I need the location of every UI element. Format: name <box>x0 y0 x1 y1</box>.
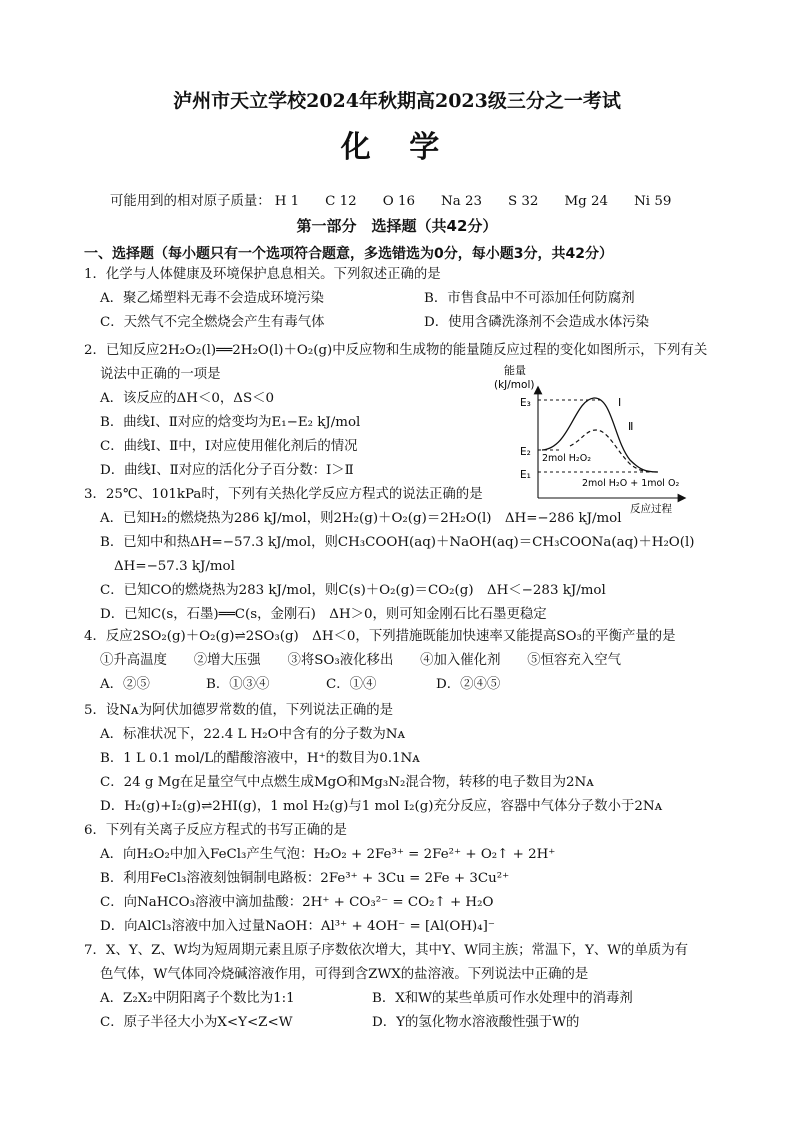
subject-title: 化 学 <box>340 130 454 165</box>
diagram-curve-1-label: Ⅰ <box>618 396 622 409</box>
q1-stem: 1．化学与人体健康及环境保护息息相关。下列叙述正确的是 <box>84 267 441 282</box>
atomic-mass-s: S 32 <box>507 194 539 209</box>
exam-title: 泸州市天立学校2024年秋期高2023级三分之一考试 <box>173 90 621 112</box>
q4-option-a: A．②⑤ <box>100 677 150 692</box>
q3-stem: 3．25℃、101kPa时，下列有关热化学反应方程式的说法正确的是 <box>84 487 483 502</box>
q2-stem-line1: 2．已知反应2H₂O₂(l)══2H₂O(l)＋O₂(g)中反应物和生成物的能量随反应过程的变化如图所示，下列有关 <box>84 343 708 358</box>
q2-option-d: D．曲线Ⅰ、Ⅱ对应的活化分子百分数：Ⅰ＞Ⅱ <box>100 463 354 478</box>
q7-option-c: C．原子半径大小为X<Y<Z<W <box>100 1015 293 1030</box>
diagram-ylabel-energy: 能量 <box>504 364 526 377</box>
q6-option-c: C．向NaHCO₃溶液中滴加盐酸：2H⁺ + CO₃²⁻ = CO₂↑ + H₂O <box>100 895 494 910</box>
q7-stem-line1: 7．X、Y、Z、W均为短周期元素且原子序数依次增大，其中Y、W同主族；常温下，Y、W的单质为有 <box>84 943 689 958</box>
atomic-mass-h: H 1 <box>274 194 300 209</box>
q6-option-d: D．向AlCl₃溶液中加入过量NaOH：Al³⁺ + 4OH⁻ = [Al(OH)₄]⁻ <box>100 919 495 934</box>
energy-diagram <box>490 360 690 518</box>
q1-option-d: D．使用含磷洗涤剂不会造成水体污染 <box>424 315 649 330</box>
part-title: 第一部分 选择题（共42分） <box>296 217 498 235</box>
q5-option-c: C．24 g Mg在足量空气中点燃生成MgO和Mg₃N₂混合物，转移的电子数目为2Nᴀ <box>100 775 594 790</box>
diagram-e1-label: E₁ <box>520 469 531 481</box>
diagram-e2-label: E₂ <box>520 446 531 458</box>
diagram-e3-label: E₃ <box>520 397 531 409</box>
q7-stem-line2: 色气体，W气体同冷烧碱溶液作用，可得到含ZWX的盐溶液。下列说法中正确的是 <box>100 967 589 982</box>
diagram-xlabel: 反应过程 <box>630 503 672 515</box>
q3-option-d: D．已知C(s，石墨)══C(s，金刚石) ΔH＞0，则可知金刚石比石墨更稳定 <box>100 607 547 622</box>
q7-option-b: B．X和W的某些单质可作水处理中的消毒剂 <box>372 991 633 1006</box>
q4-option-d: D．②④⑤ <box>436 677 501 692</box>
q2-option-a: A．该反应的ΔH＜0，ΔS＜0 <box>100 391 275 406</box>
q3-option-b-line1: B．已知中和热ΔH=−57.3 kJ/mol，则CH₃COOH(aq)＋NaOH(aq)＝CH₃COONa(aq)＋H₂O(l) <box>100 535 695 550</box>
q6-option-b: B．利用FeCl₃溶液刻蚀铜制电路板：2Fe³⁺ + 3Cu = 2Fe + 3Cu²⁺ <box>100 871 510 886</box>
diagram-curve-2 <box>570 430 658 472</box>
q4-stem: 4．反应2SO₂(g)＋O₂(g)⇌2SO₃(g) ΔH＜0，下列措施既能加快速率又能提高SO₃的平衡产量的是 <box>84 629 676 644</box>
q5-option-a: A．标准状况下，22.4 L H₂O中含有的分子数为Nᴀ <box>100 727 406 742</box>
q6-option-a: A．向H₂O₂中加入FeCl₃产生气泡：H₂O₂ + 2Fe³⁺ = 2Fe²⁺ + O₂↑ + 2H⁺ <box>100 847 556 862</box>
q1-option-c: C．天然气不完全燃烧会产生有毒气体 <box>100 315 325 330</box>
q2-option-c: C．曲线Ⅰ、Ⅱ中，Ⅰ对应使用催化剂后的情况 <box>100 439 358 454</box>
q1-option-b: B．市售食品中不可添加任何防腐剂 <box>424 291 635 306</box>
diagram-product-label: 2mol H₂O + 1mol O₂ <box>582 478 680 489</box>
q4-measures: ①升高温度 ②增大压强 ③将SO₃液化移出 ④加入催化剂 ⑤恒容充入空气 <box>100 653 621 668</box>
atomic-mass-na: Na 23 <box>440 194 482 209</box>
q5-option-b: B．1 L 0.1 mol/L的醋酸溶液中，H⁺的数目为0.1Nᴀ <box>100 751 420 766</box>
q7-option-d: D．Y的氢化物水溶液酸性强于W的 <box>372 1015 580 1030</box>
q3-option-b-line2: ΔH=−57.3 kJ/mol <box>114 559 235 574</box>
q6-stem: 6．下列有关离子反应方程式的书写正确的是 <box>84 823 347 838</box>
q3-option-a: A．已知H₂的燃烧热为286 kJ/mol，则2H₂(g)＋O₂(g)＝2H₂O(l) ΔH=−286 kJ/mol <box>100 511 622 526</box>
q4-option-c: C．①④ <box>326 677 377 692</box>
q2-option-b: B．曲线Ⅰ、Ⅱ对应的焓变均为E₁−E₂ kJ/mol <box>100 415 361 430</box>
diagram-curve-2-label: Ⅱ <box>628 420 634 433</box>
atomic-mass-mg: Mg 24 <box>564 194 609 209</box>
q3-option-c: C．已知CO的燃烧热为283 kJ/mol，则C(s)＋O₂(g)＝CO₂(g) ΔH＜−283 kJ/mol <box>100 583 606 598</box>
atomic-mass-c: C 12 <box>325 194 357 209</box>
diagram-ylabel-unit: (kJ/mol) <box>494 379 535 391</box>
q5-stem: 5．设Nᴀ为阿伏加德罗常数的值，下列说法正确的是 <box>84 703 394 718</box>
atomic-masses-label: 可能用到的相对原子质量： <box>110 194 271 209</box>
q4-option-b: B．①③④ <box>206 677 270 692</box>
q7-option-a: A．Z₂X₂中阴阳离子个数比为1:1 <box>100 991 295 1006</box>
atomic-masses <box>110 190 697 209</box>
q5-option-d: D．H₂(g)+I₂(g)⇌2HI(g)，1 mol H₂(g)与1 mol I₂(g)充分反应，容器中气体分子数小于2Nᴀ <box>100 799 663 814</box>
atomic-mass-ni: Ni 59 <box>634 194 672 209</box>
diagram-reactant-label: 2mol H₂O₂ <box>542 453 592 464</box>
q2-stem-line2: 说法中正确的一项是 <box>100 367 221 382</box>
section-title: 一、选择题（每小题只有一个选项符合题意，多选错选为0分，每小题3分，共42分） <box>84 246 613 262</box>
atomic-mass-o: O 16 <box>382 194 415 209</box>
q1-option-a: A．聚乙烯塑料无毒不会造成环境污染 <box>100 291 324 306</box>
